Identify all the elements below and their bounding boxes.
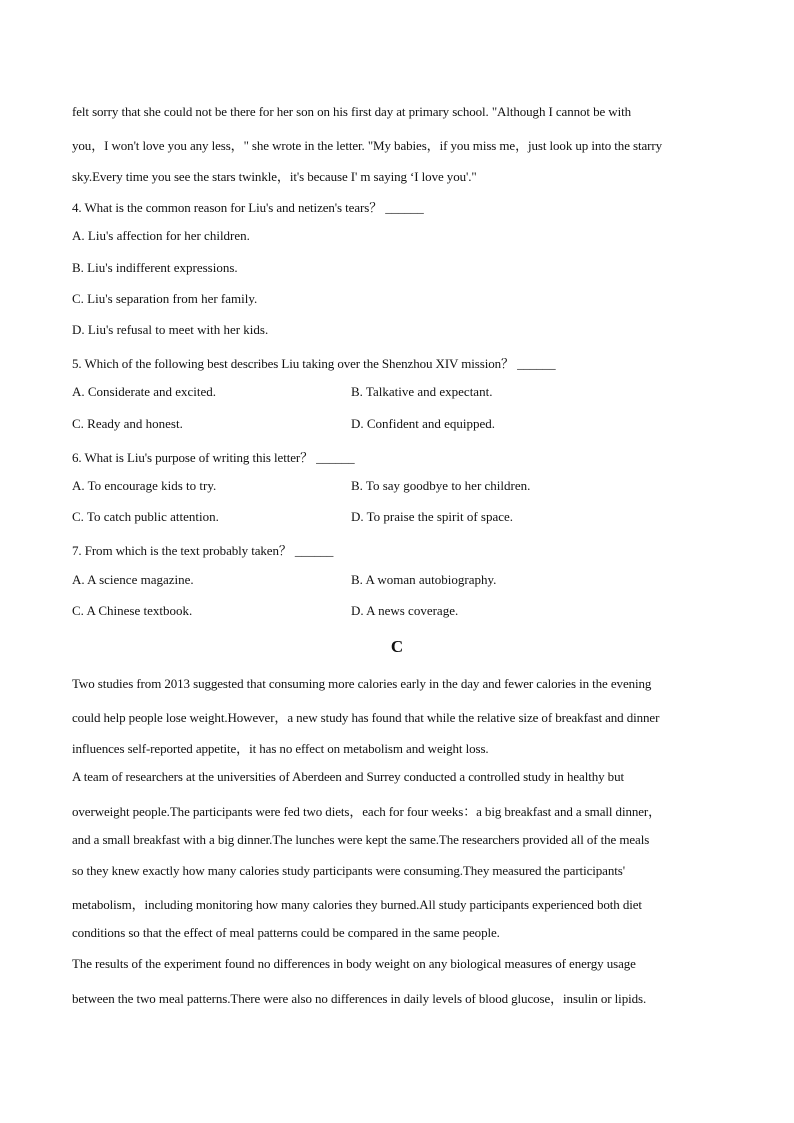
section-c-line: conditions so that the effect of meal patterns could be compared in the same people.: [72, 925, 500, 940]
section-c-line: so they knew exactly how many calories study participants were consuming.They measured the participants': [72, 863, 625, 878]
passage-line: you，I won't love you any less，" she wrote in the letter. "My babies，if you miss me，just look up into the starry: [72, 138, 663, 153]
passage-line: felt sorry that she could not be there for her son on his first day at primary school. "Although I cannot be with: [72, 104, 632, 119]
question-6-stem: 6. What is Liu's purpose of writing this letter？ ______: [72, 450, 355, 465]
section-c-line: The results of the experiment found no differences in body weight on any biological measures of energy usage: [72, 956, 636, 971]
section-c-heading: C: [390, 637, 404, 656]
section-c-line: could help people lose weight.However，a new study has found that while the relative size of breakfast and dinner: [72, 710, 660, 725]
question-7-option-c: C. A Chinese textbook.: [72, 603, 193, 618]
section-c-line: Two studies from 2013 suggested that consuming more calories early in the day and fewer calories in the evening: [72, 676, 652, 691]
question-7-stem: 7. From which is the text probably taken？ ______: [72, 543, 334, 558]
question-5-option-b: B. Talkative and expectant.: [351, 384, 493, 399]
question-4-option-a: A. Liu's affection for her children.: [72, 228, 250, 243]
question-5-option-d: D. Confident and equipped.: [351, 416, 496, 431]
question-4-option-b: B. Liu's indifferent expressions.: [72, 260, 238, 275]
question-4-option-d: D. Liu's refusal to meet with her kids.: [72, 322, 269, 337]
question-6-option-d: D. To praise the spirit of space.: [351, 509, 514, 524]
question-6-option-b: B. To say goodbye to her children.: [351, 478, 531, 493]
section-c-line: and a small breakfast with a big dinner.The lunches were kept the same.The researchers provided all of the meals: [72, 832, 650, 847]
section-c-line: influences self-reported appetite，it has no effect on metabolism and weight loss.: [72, 741, 489, 756]
question-4-option-c: C. Liu's separation from her family.: [72, 291, 258, 306]
question-6-option-c: C. To catch public attention.: [72, 509, 219, 524]
question-5-stem: 5. Which of the following best describes Liu taking over the Shenzhou XIV mission？ ______: [72, 356, 556, 371]
question-7-option-a: A. A science magazine.: [72, 572, 194, 587]
question-5-option-c: C. Ready and honest.: [72, 416, 183, 431]
question-7-option-b: B. A woman autobiography.: [351, 572, 497, 587]
passage-line: sky.Every time you see the stars twinkle，it's because I' m saying ‘I love you'.": [72, 169, 477, 184]
question-4-stem: 4. What is the common reason for Liu's and netizen's tears？ ______: [72, 200, 424, 215]
section-c-line: overweight people.The participants were fed two diets，each for four weeks：a big breakfast and a small dinner，: [72, 804, 662, 819]
question-6-option-a: A. To encourage kids to try.: [72, 478, 217, 493]
section-c-line: metabolism，including monitoring how many calories they burned.All study participants experienced both diet: [72, 897, 642, 912]
question-7-option-d: D. A news coverage.: [351, 603, 459, 618]
question-5-option-a: A. Considerate and excited.: [72, 384, 217, 399]
section-c-line: between the two meal patterns.There were also no differences in daily levels of blood glucose，insulin or lipids.: [72, 991, 647, 1006]
section-c-line: A team of researchers at the universities of Aberdeen and Surrey conducted a controlled study in healthy but: [72, 769, 624, 784]
